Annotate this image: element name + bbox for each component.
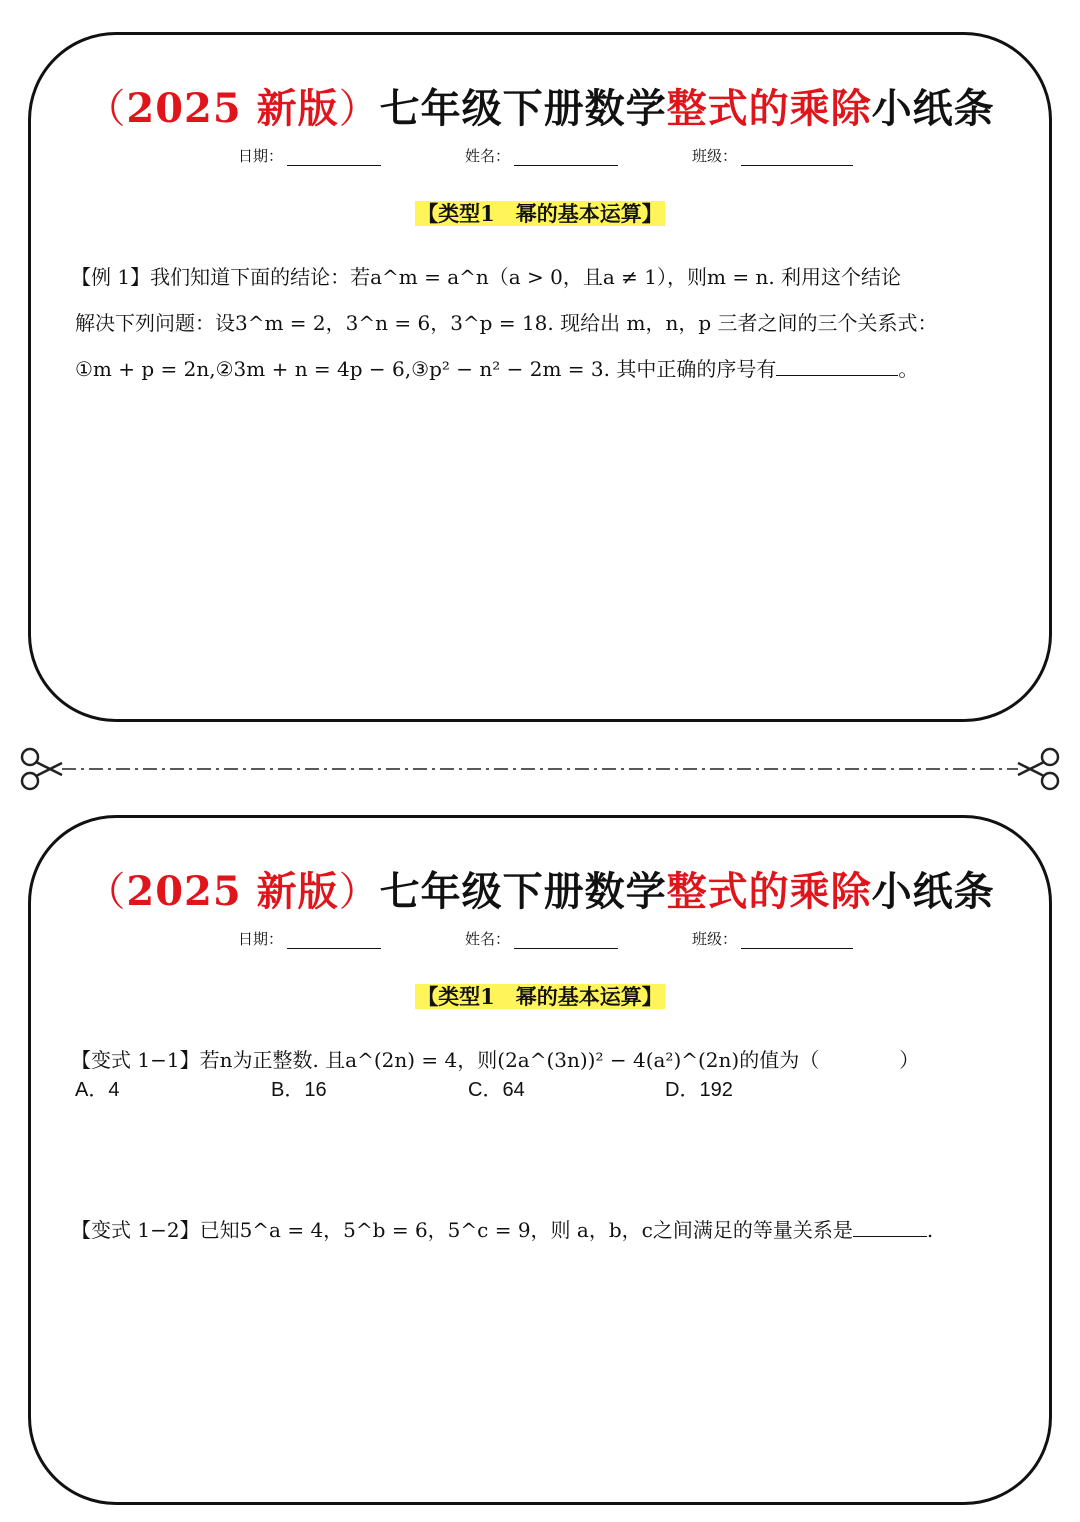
title-grade: 七年级下册数学 [379,85,667,132]
option-b[interactable]: B．16 [271,1079,327,1101]
title-topic: 整式的乘除 [666,868,872,915]
name-field[interactable]: 姓名： [465,928,618,949]
scissors-left-icon [22,749,62,789]
title-topic: 整式的乘除 [666,85,872,132]
title-edition: 2025 新版 [126,868,339,915]
example-line-1: 【例 1】我们知道下面的结论：若a^m = a^n（a > 0，且a ≠ 1），则m = n. 利用这个结论 [71,265,902,289]
option-c[interactable]: C．64 [468,1079,525,1101]
date-field[interactable]: 日期： [238,145,381,166]
name-field[interactable]: 姓名： [465,145,618,166]
scissors-right-icon [1018,749,1058,789]
variant-1-2: 【变式 1−2】已知5^a = 4，5^b = 6，5^c = 9，则 a，b，c之间满足的等量关系是 . [71,1207,1009,1253]
info-row [31,928,1049,952]
note-card-2 [28,815,1052,1505]
example-line-3: ①m + p = 2n,②3m + n = 4p − 6,③p² − n² − 2m = 3. 其中正确的序号有 。 [71,346,1009,392]
class-field[interactable]: 班级： [692,928,853,949]
variant-1-1: 【变式 1−1】若n为正整数. 且a^(2n) = 4，则(2a^(3n))² − 4(a²)^(2n)的值为（ ） [71,1048,920,1072]
title-suffix: 小纸条 [871,85,995,132]
title-paren: （ [85,869,127,915]
answer-blank[interactable] [776,353,898,376]
cut-line [0,745,1080,795]
card-title [31,77,1049,134]
example-1 [71,254,1009,392]
example-line-2: 解决下列问题：设3^m = 2，3^n = 6，3^p = 18. 现给出 m，n，p 三者之间的三个关系式： [75,311,938,335]
note-card-1 [28,32,1052,722]
example-label: 【例 1】 [71,265,151,289]
variant-label: 【变式 1−2】 [71,1218,200,1242]
title-grade: 七年级下册数学 [379,868,667,915]
title-paren: （ [85,86,127,132]
variant-label: 【变式 1−1】 [71,1048,200,1072]
title-suffix: 小纸条 [871,868,995,915]
title-edition: 2025 新版 [126,85,339,132]
type-heading: 【类型1 幂的基本运算】 [417,201,663,226]
option-a[interactable]: A．4 [75,1079,120,1101]
title-paren: ） [338,869,380,915]
class-field[interactable]: 班级： [692,145,853,166]
answer-blank[interactable] [853,1214,927,1237]
date-field[interactable]: 日期： [238,928,381,949]
card-title [31,860,1049,917]
title-paren: ） [338,86,380,132]
type-heading: 【类型1 幂的基本运算】 [417,984,663,1009]
option-d[interactable]: D．192 [665,1079,733,1101]
info-row [31,145,1049,169]
